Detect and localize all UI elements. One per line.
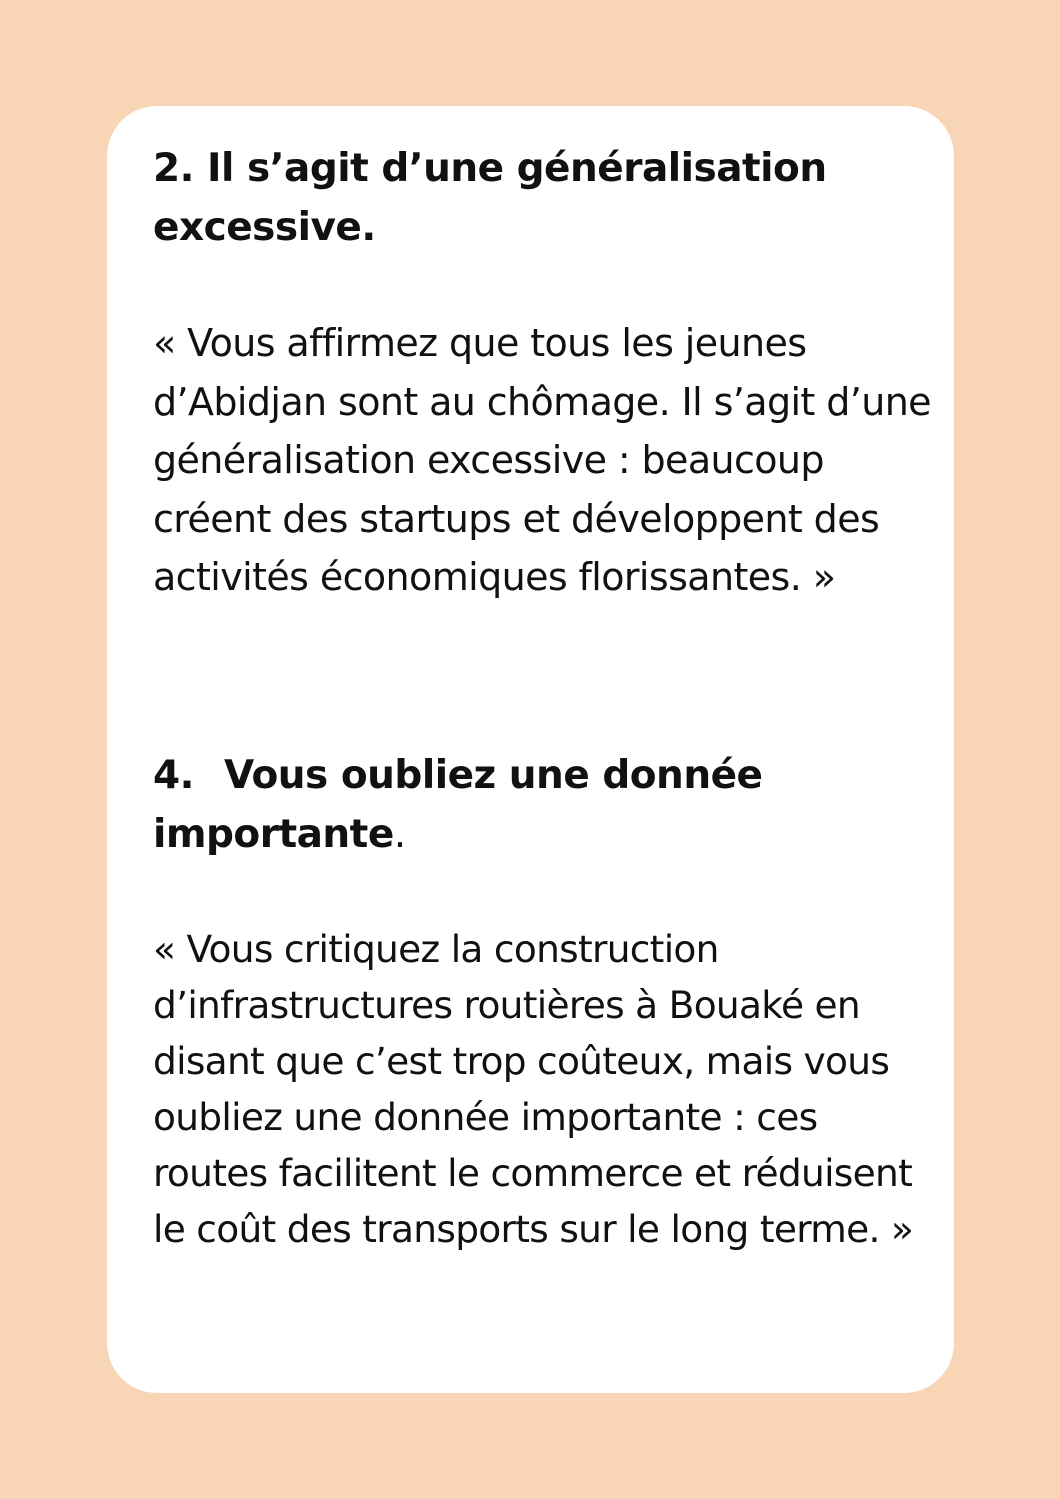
content-card bbox=[107, 106, 954, 1393]
section-1-heading: 2. Il s’agit d’une généralisation excessive. bbox=[153, 146, 827, 250]
section-2-number: 4. bbox=[153, 753, 194, 798]
section-2-heading-block bbox=[153, 746, 873, 864]
section-2-heading: Vous oubliez une donnée importante bbox=[153, 753, 763, 857]
section-2-body: « Vous critiquez la construction d’infrastructures routières à Bouaké en disant que c’est trop coûteux, mais vous oubliez une donnée importante : ces routes facilitent le commerce et réduisent le coût des transports sur le long terme. » bbox=[153, 927, 914, 1251]
section-1-body: « Vous affirmez que tous les jeunes d’Abidjan sont au chômage. Il s’agit d’une généralisation excessive : beaucoup créent des startups et développent des activités économiques florissantes. » bbox=[153, 321, 931, 599]
section-2-period: . bbox=[393, 812, 406, 857]
